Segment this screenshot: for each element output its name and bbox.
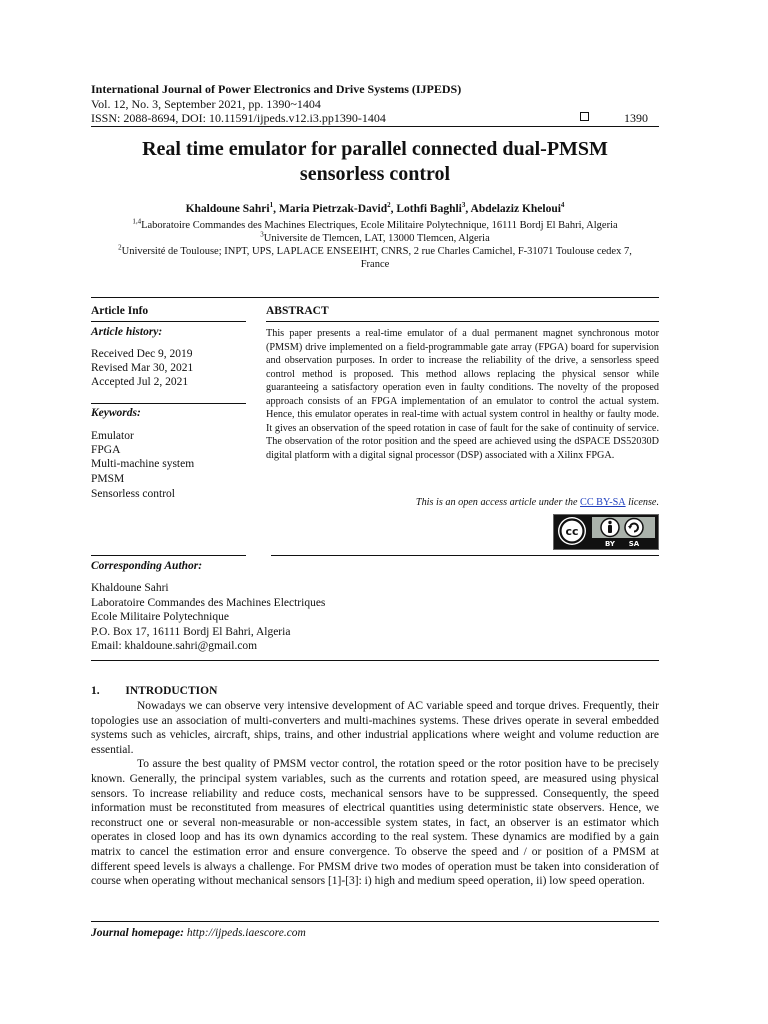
keyword-item: FPGA — [91, 444, 121, 456]
introduction-body — [91, 699, 659, 889]
journal-name: International Journal of Power Electronics and Drive Systems (IJPEDS) — [91, 82, 462, 96]
section-rule — [91, 297, 659, 298]
keyword-item: Multi-machine system — [91, 458, 195, 470]
divider — [91, 403, 246, 404]
paper-title — [91, 137, 659, 187]
page-number: 1390 — [624, 111, 648, 125]
received-date: Received Dec 9, 2019 — [91, 348, 193, 360]
keyword-item: Sensorless control — [91, 488, 176, 500]
header-rule — [91, 126, 659, 127]
section-title: INTRODUCTION — [125, 685, 218, 697]
homepage-link[interactable]: http://ijpeds.iaescore.com — [186, 927, 306, 939]
divider — [271, 555, 659, 556]
cc-by-sa-badge[interactable] — [553, 514, 659, 550]
article-info-heading: Article Info — [91, 305, 149, 317]
footer-rule — [91, 921, 659, 922]
section-heading — [91, 685, 217, 697]
cc-by-sa-link[interactable]: CC BY-SA — [580, 497, 626, 508]
cc-badge-icon — [554, 515, 657, 548]
section-rule — [91, 660, 659, 661]
section-number: 1. — [91, 685, 100, 697]
affiliation: $^{1,4}$Laboratoire Commandes des Machines Electriques, Ecole Militaire Polytechnique, 16111 Bordj El Bahri, Algeria — [132, 217, 618, 231]
title-line-2: sensorless control — [299, 163, 451, 185]
divider — [266, 321, 659, 322]
journal-homepage: Journal homepage: http://ijpeds.iaescore.com — [91, 927, 306, 939]
revised-date: Revised Mar 30, 2021 — [91, 362, 194, 374]
license-notice: This is an open access article under the CC BY-SA license. — [415, 497, 659, 508]
affiliation: $^3$Universite de Tlemcen, LAT, 13000 Tlemcen, Algeria — [260, 230, 490, 244]
corresponding-line: Ecole Militaire Polytechnique — [91, 611, 229, 623]
journal-issn: ISSN: 2088-8694, DOI: 10.11591/ijpeds.v12.i3.pp1390-1404 — [91, 111, 386, 125]
svg-text:SA: SA — [628, 540, 640, 548]
paragraph: To assure the best quality of PMSM vector control, the rotation speed or the rotor position have to be precisely known. Generally, the principal system variables, such as the currents and rotation speed, are measured using physical sensors. To increase reliability and reduce costs, mechanical sensors have to be suppressed. Consequently, the speed information must be reconstituted from measures of electrical quantities using deterministic state observers. Hence, we reconstruct one or several non-measurable or non-accessible system states, in fact, an observer is an estimator which operates in closed loop and has its own dynamics according to the real system. These dynamics are modified by a gain matrix to cancel the estimation error and ensure convergence. To observe the speed and / or position of a PMSM at different speed levels is always a challenge. For PMSM drive two modes of operation must be taken into consideration of course when operating without mechanical sensors [1]-[3]: i) high and medium speed operation, ii) low speed operation. — [91, 758, 659, 888]
svg-text:BY: BY — [604, 540, 616, 548]
keyword-item: PMSM — [91, 473, 125, 485]
history-heading: Article history: — [91, 326, 163, 338]
author-name: Lothfi Baghli — [396, 203, 462, 215]
corresponding-line: Khaldoune Sahri — [91, 582, 169, 594]
divider — [91, 321, 246, 322]
title-line-1: Real time emulator for parallel connected dual-PMSM — [142, 138, 608, 160]
keywords-heading: Keywords: — [91, 407, 141, 419]
author-name: Abdelaziz Kheloui — [470, 203, 561, 215]
corresponding-line: Laboratoire Commandes des Machines Electriques — [91, 597, 326, 609]
corresponding-email: Email: khaldoune.sahri@gmail.com — [91, 640, 258, 652]
abstract-heading: ABSTRACT — [266, 305, 329, 317]
divider — [91, 555, 246, 556]
corresponding-line: P.O. Box 17, 16111 Bordj El Bahri, Algeria — [91, 626, 291, 638]
abstract-text: This paper presents a real-time emulator of a dual permanent magnet synchronous motor (PMSM) drive implemented on a field-programmable gate array (FPGA) board for supervision and observation purposes. In order to increase the reliability of the drive, a sensorless speed control method is proposed. This method allows replacing the physical sensor while guaranteeing a satisfactory operation even in faulty conditions. The novelty of the proposed approach consists of an FPGA implementation of an emulator to control the actual system. Hence, this emulator operates in real-time with actual system control in healthy or faulty mode. It gives an observation of the speed rotation in case of fault for the sake of continuity of service. The observation of the rotor position and the speed are achieved using the dSPACE DS52030D digital platform with a digital signal processor (DSP) associated with a Xilinx FPGA. — [266, 328, 659, 461]
svg-text:cc: cc — [565, 525, 579, 538]
keyword-item: Emulator — [91, 430, 134, 442]
journal-volume: Vol. 12, No. 3, September 2021, pp. 1390~1404 — [91, 97, 321, 111]
affiliation: France — [360, 259, 390, 270]
author-name: Maria Pietrzak-David — [278, 203, 388, 215]
corresponding-heading: Corresponding Author: — [91, 560, 203, 572]
author-list: Khaldoune Sahri$^1$, Maria Pietrzak-David$^2$, Lothfi Baghli$^3$, Abdelaziz Kheloui$^4$ — [185, 201, 565, 215]
accepted-date: Accepted Jul 2, 2021 — [91, 376, 189, 388]
affiliation: $^2$Université de Toulouse; INPT, UPS, LAPLACE ENSEEIHT, CNRS, 2 rue Charles Camichel, F-31071 Toulouse cedex 7, — [118, 243, 632, 257]
paragraph: Nowadays we can observe very intensive development of AC variable speed and torque drives. Frequently, their topologies use an association of multi-converters and multi-machines systems. These drives operate in several embedded systems such as vehicles, aircraft, ships, trains, and other industrial applications where weight and volume reduction are essential. — [91, 700, 659, 756]
author-name: Khaldoune Sahri — [185, 203, 270, 215]
square-icon — [580, 112, 589, 121]
